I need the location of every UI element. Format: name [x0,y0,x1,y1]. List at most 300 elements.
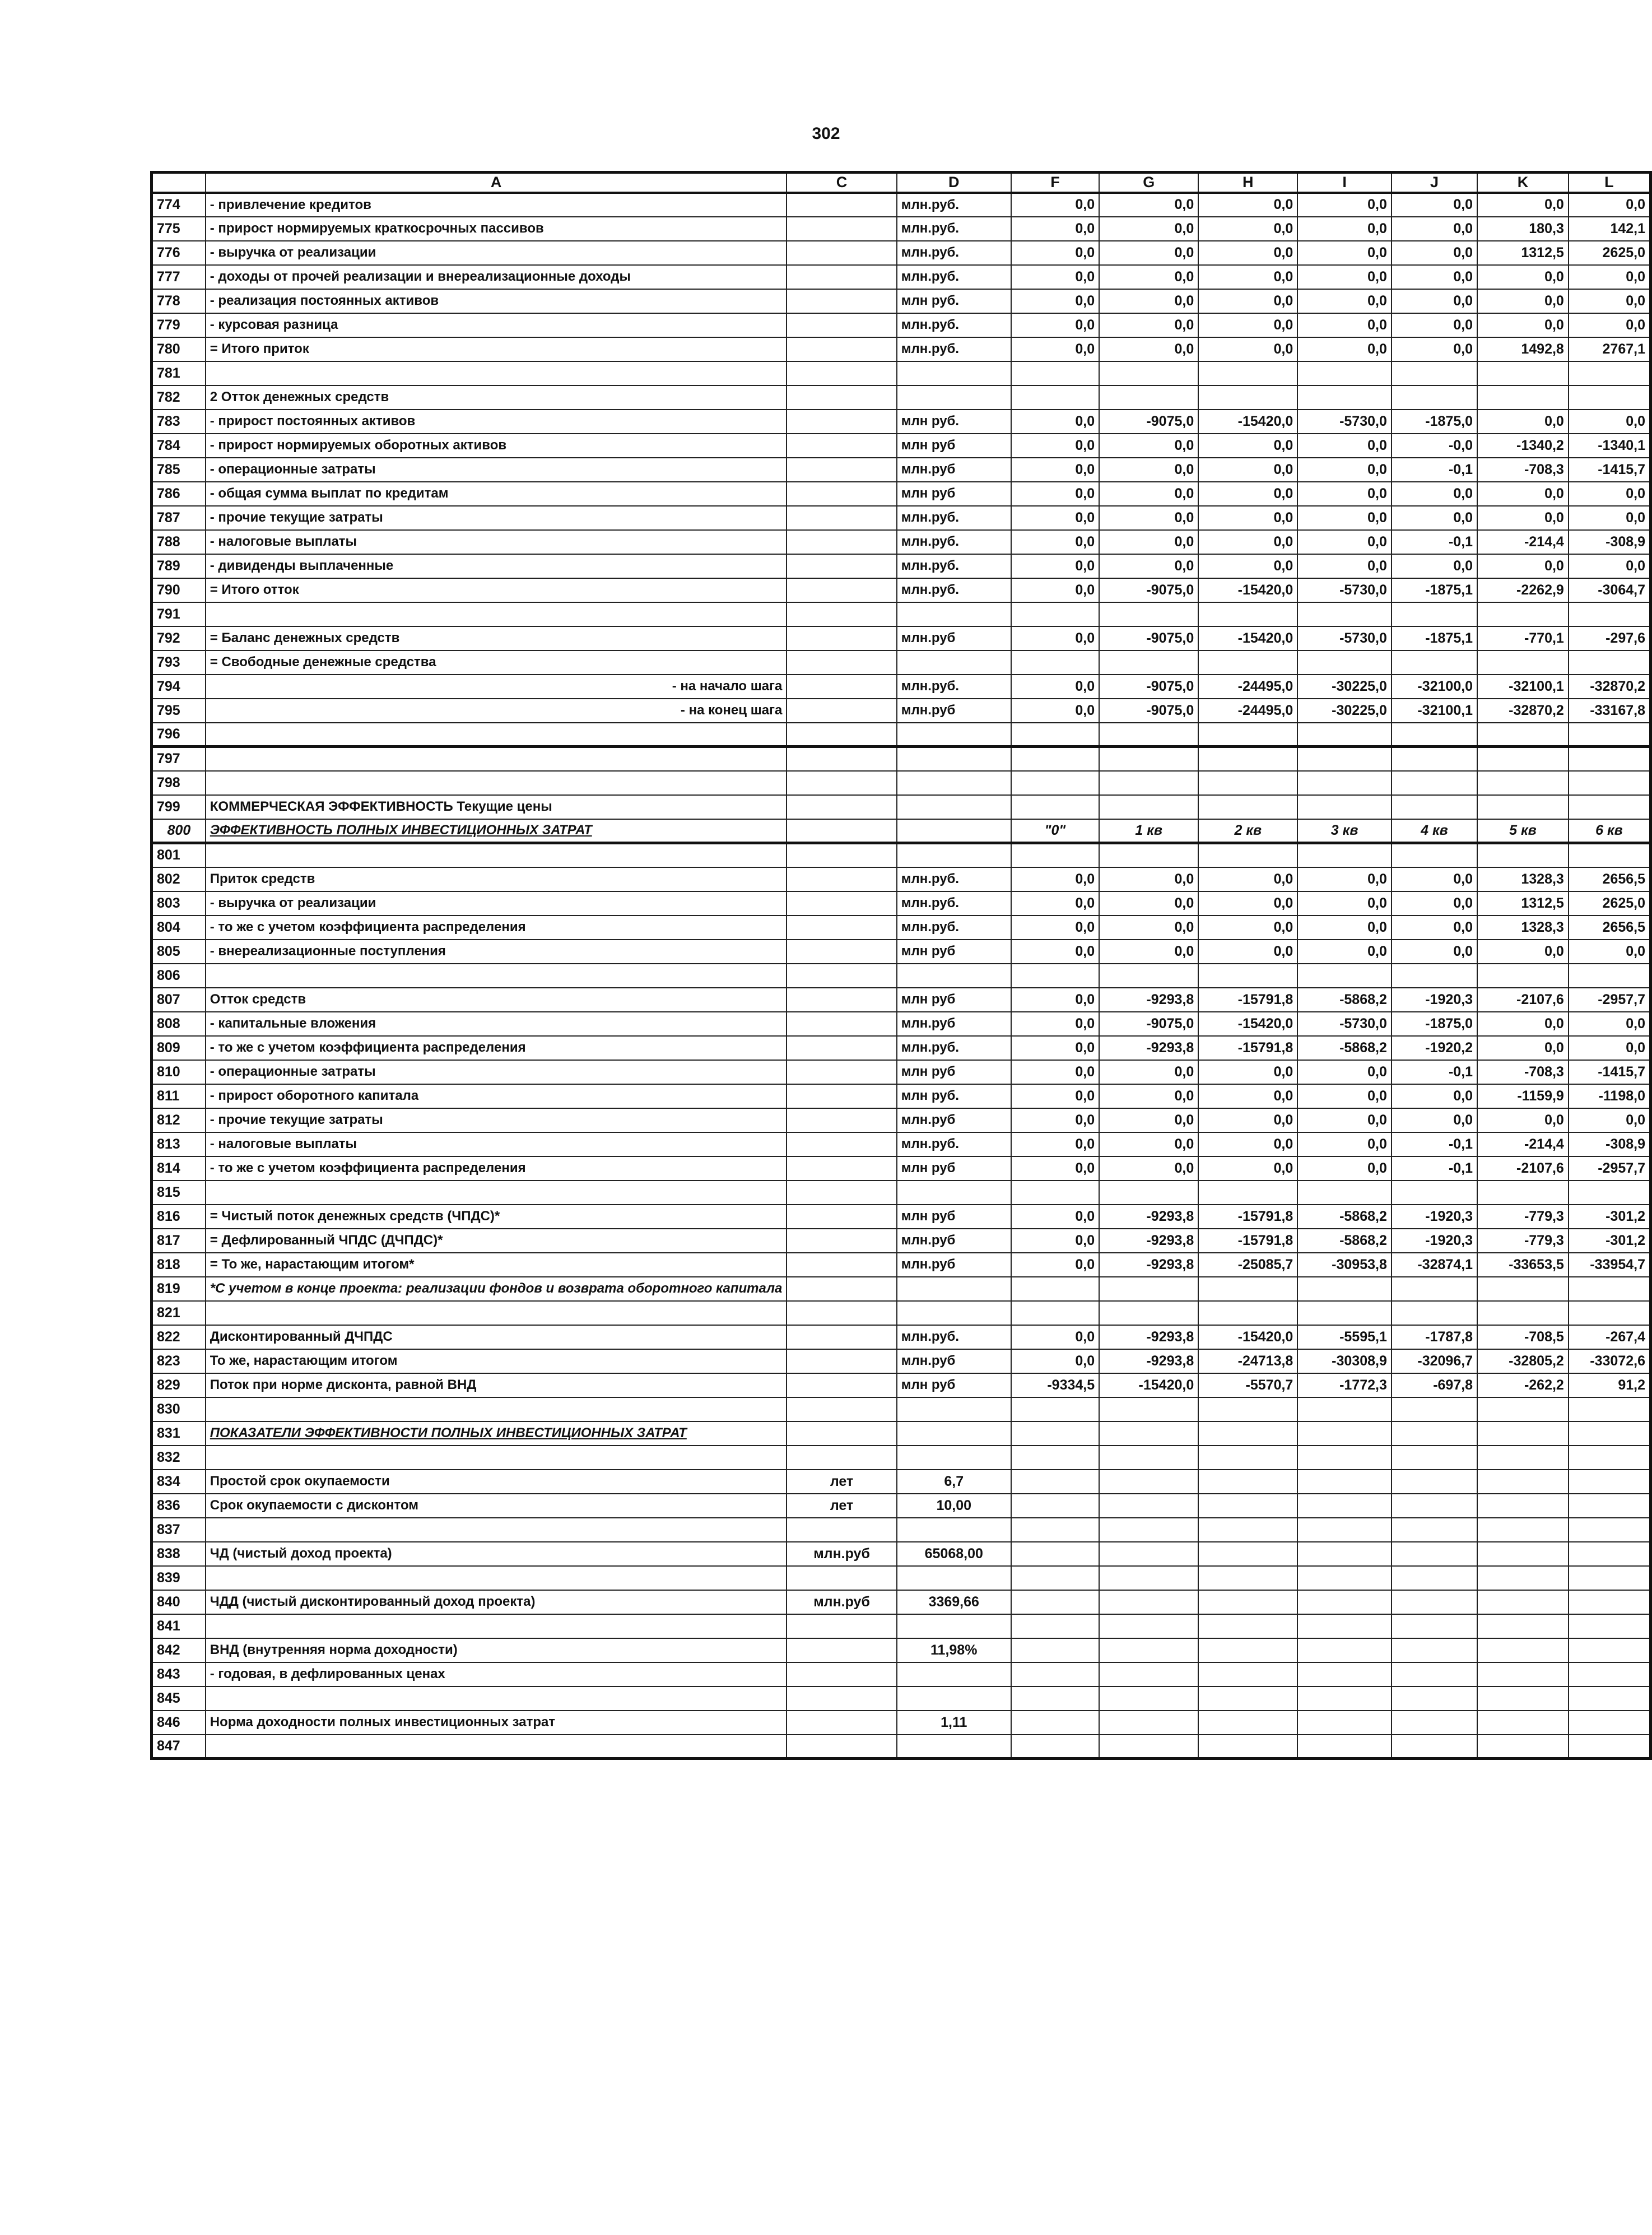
unit-cell-c[interactable] [787,675,896,699]
label-cell[interactable]: - то же с учетом коэффициента распределения [206,1156,787,1181]
value-cell[interactable]: 0,0 [1198,289,1297,313]
label-cell[interactable]: - курсовая разница [206,313,787,337]
value-cell[interactable] [1099,1542,1198,1566]
value-cell[interactable]: -1772,3 [1297,1373,1392,1397]
value-cell[interactable]: -1340,1 [1569,434,1651,458]
unit-cell-d[interactable]: млн.руб. [897,313,1011,337]
value-cell[interactable]: 0,0 [1099,867,1198,891]
unit-cell-c[interactable] [787,1325,896,1349]
value-cell[interactable] [1477,1614,1569,1638]
value-cell[interactable] [1392,1470,1477,1494]
value-cell[interactable] [1477,723,1569,747]
row-number-cell[interactable]: 797 [152,747,206,771]
value-cell[interactable] [1569,1470,1651,1494]
value-cell[interactable]: 0,0 [1198,1156,1297,1181]
value-cell[interactable] [1477,1446,1569,1470]
row-number-cell[interactable]: 805 [152,940,206,964]
value-cell[interactable] [1297,1397,1392,1421]
value-cell[interactable]: -0,1 [1392,458,1477,482]
value-cell[interactable]: 1328,3 [1477,916,1569,940]
value-cell[interactable]: -32870,2 [1477,699,1569,723]
unit-cell-c[interactable] [787,313,896,337]
value-cell[interactable] [1198,843,1297,867]
row-number-cell[interactable]: 847 [152,1735,206,1759]
value-cell[interactable] [1569,1277,1651,1301]
label-cell[interactable]: - прочие текущие затраты [206,1108,787,1132]
value-cell[interactable]: -9075,0 [1099,578,1198,602]
value-cell[interactable] [1099,1397,1198,1421]
unit-cell-c[interactable] [787,940,896,964]
value-cell[interactable]: 0,0 [1297,289,1392,313]
value-cell[interactable]: 0,0 [1198,1084,1297,1108]
value-cell[interactable] [1198,1446,1297,1470]
value-cell[interactable]: 0,0 [1099,313,1198,337]
value-cell[interactable]: -0,1 [1392,1132,1477,1156]
value-cell[interactable] [1569,1711,1651,1735]
label-cell[interactable] [206,1735,787,1759]
value-cell[interactable]: 0,0 [1198,217,1297,241]
value-cell[interactable] [1198,1711,1297,1735]
value-cell[interactable]: 0,0 [1297,458,1392,482]
value-cell[interactable]: -9293,8 [1099,988,1198,1012]
value-cell[interactable] [1099,771,1198,795]
value-cell[interactable]: 0,0 [1099,1108,1198,1132]
value-cell[interactable]: 0,0 [1198,891,1297,916]
value-cell[interactable] [1297,1614,1392,1638]
value-cell[interactable]: 0,0 [1099,530,1198,554]
unit-cell-c[interactable] [787,217,896,241]
value-cell[interactable]: 3 кв [1297,819,1392,843]
value-cell[interactable]: 1328,3 [1477,867,1569,891]
value-cell[interactable]: -9334,5 [1011,1373,1099,1397]
value-cell[interactable]: -708,5 [1477,1325,1569,1349]
unit-cell-c[interactable] [787,795,896,819]
unit-cell-c[interactable] [787,506,896,530]
unit-cell-d[interactable]: млн.руб [897,1108,1011,1132]
unit-cell-d[interactable]: 11,98% [897,1638,1011,1662]
row-number-cell[interactable]: 829 [152,1373,206,1397]
value-cell[interactable]: -262,2 [1477,1373,1569,1397]
unit-cell-c[interactable]: лет [787,1470,896,1494]
label-cell[interactable]: 2 Отток денежных средств [206,385,787,410]
label-cell[interactable]: - дивиденды выплаченные [206,554,787,578]
row-number-cell[interactable]: 787 [152,506,206,530]
unit-cell-d[interactable]: млн.руб. [897,1132,1011,1156]
row-number-cell[interactable]: 788 [152,530,206,554]
value-cell[interactable] [1569,771,1651,795]
value-cell[interactable] [1297,843,1392,867]
row-number-cell[interactable]: 831 [152,1421,206,1446]
value-cell[interactable] [1011,361,1099,385]
value-cell[interactable] [1392,1662,1477,1686]
label-cell[interactable] [206,771,787,795]
label-cell[interactable]: Отток средств [206,988,787,1012]
value-cell[interactable]: -770,1 [1477,626,1569,650]
value-cell[interactable]: -9293,8 [1099,1325,1198,1349]
value-cell[interactable]: -1920,3 [1392,1205,1477,1229]
unit-cell-d[interactable]: млн.руб. [897,1325,1011,1349]
value-cell[interactable] [1198,795,1297,819]
unit-cell-c[interactable] [787,747,896,771]
value-cell[interactable]: -2107,6 [1477,988,1569,1012]
value-cell[interactable] [1477,1662,1569,1686]
row-number-cell[interactable]: 846 [152,1711,206,1735]
value-cell[interactable]: 0,0 [1198,554,1297,578]
label-cell[interactable]: - выручка от реализации [206,241,787,265]
value-cell[interactable] [1099,1277,1198,1301]
value-cell[interactable]: 0,0 [1477,506,1569,530]
value-cell[interactable]: 0,0 [1569,1012,1651,1036]
value-cell[interactable] [1198,1518,1297,1542]
unit-cell-d[interactable]: млн.руб [897,699,1011,723]
value-cell[interactable] [1198,747,1297,771]
unit-cell-d[interactable]: млн.руб. [897,891,1011,916]
value-cell[interactable]: -1875,0 [1392,1012,1477,1036]
value-cell[interactable]: 0,0 [1099,289,1198,313]
unit-cell-d[interactable] [897,1735,1011,1759]
value-cell[interactable] [1011,1638,1099,1662]
value-cell[interactable] [1011,771,1099,795]
value-cell[interactable]: 0,0 [1297,1132,1392,1156]
value-cell[interactable] [1011,723,1099,747]
row-number-cell[interactable]: 792 [152,626,206,650]
unit-cell-d[interactable] [897,1518,1011,1542]
value-cell[interactable] [1011,964,1099,988]
value-cell[interactable] [1392,1494,1477,1518]
unit-cell-d[interactable] [897,1614,1011,1638]
unit-cell-d[interactable] [897,1181,1011,1205]
value-cell[interactable] [1297,1590,1392,1614]
value-cell[interactable] [1297,1662,1392,1686]
value-cell[interactable] [1011,1662,1099,1686]
row-number-cell[interactable]: 780 [152,337,206,361]
row-number-cell[interactable]: 842 [152,1638,206,1662]
value-cell[interactable]: 0,0 [1099,337,1198,361]
value-cell[interactable]: 1492,8 [1477,337,1569,361]
value-cell[interactable] [1099,1494,1198,1518]
row-number-cell[interactable]: 774 [152,193,206,217]
label-cell[interactable]: - налоговые выплаты [206,530,787,554]
value-cell[interactable] [1477,1301,1569,1325]
value-cell[interactable]: -0,1 [1392,530,1477,554]
row-number-cell[interactable]: 816 [152,1205,206,1229]
unit-cell-d[interactable]: млн руб [897,482,1011,506]
value-cell[interactable]: 0,0 [1297,530,1392,554]
value-cell[interactable] [1011,650,1099,675]
value-cell[interactable]: -9075,0 [1099,699,1198,723]
value-cell[interactable] [1569,723,1651,747]
label-cell[interactable] [206,843,787,867]
label-cell[interactable]: - операционные затраты [206,458,787,482]
value-cell[interactable]: 0,0 [1297,1084,1392,1108]
value-cell[interactable] [1392,1686,1477,1711]
label-cell[interactable]: = Итого приток [206,337,787,361]
value-cell[interactable]: 0,0 [1297,891,1392,916]
unit-cell-c[interactable] [787,602,896,626]
value-cell[interactable]: -5730,0 [1297,1012,1392,1036]
unit-cell-c[interactable] [787,916,896,940]
label-cell[interactable] [206,361,787,385]
value-cell[interactable] [1198,1470,1297,1494]
value-cell[interactable]: 0,0 [1099,193,1198,217]
column-header[interactable]: I [1297,173,1392,193]
value-cell[interactable] [1011,1711,1099,1735]
value-cell[interactable]: 2767,1 [1569,337,1651,361]
value-cell[interactable]: 0,0 [1099,506,1198,530]
unit-cell-d[interactable] [897,1421,1011,1446]
value-cell[interactable]: 0,0 [1011,1253,1099,1277]
value-cell[interactable]: 0,0 [1392,482,1477,506]
value-cell[interactable] [1392,795,1477,819]
value-cell[interactable]: 0,0 [1198,241,1297,265]
value-cell[interactable] [1011,1518,1099,1542]
unit-cell-c[interactable] [787,771,896,795]
unit-cell-d[interactable] [897,1446,1011,1470]
value-cell[interactable] [1392,1614,1477,1638]
unit-cell-c[interactable] [787,1229,896,1253]
row-number-cell[interactable]: 814 [152,1156,206,1181]
unit-cell-c[interactable] [787,1108,896,1132]
unit-cell-d[interactable]: млн.руб. [897,530,1011,554]
value-cell[interactable]: 1 кв [1099,819,1198,843]
label-cell[interactable]: - выручка от реализации [206,891,787,916]
unit-cell-c[interactable] [787,1253,896,1277]
value-cell[interactable]: -267,4 [1569,1325,1651,1349]
value-cell[interactable] [1198,1421,1297,1446]
value-cell[interactable]: 2 кв [1198,819,1297,843]
label-cell[interactable]: Норма доходности полных инвестиционных затрат [206,1711,787,1735]
label-cell[interactable]: ЧДД (чистый дисконтированный доход проекта) [206,1590,787,1614]
value-cell[interactable]: 0,0 [1477,1036,1569,1060]
value-cell[interactable] [1297,771,1392,795]
value-cell[interactable] [1099,1614,1198,1638]
unit-cell-d[interactable]: млн.руб. [897,193,1011,217]
row-number-cell[interactable]: 834 [152,1470,206,1494]
value-cell[interactable] [1297,795,1392,819]
value-cell[interactable] [1477,1638,1569,1662]
unit-cell-c[interactable] [787,1446,896,1470]
value-cell[interactable] [1198,723,1297,747]
value-cell[interactable]: 0,0 [1011,1349,1099,1373]
column-header[interactable]: A [206,173,787,193]
value-cell[interactable]: -15420,0 [1198,1325,1297,1349]
value-cell[interactable]: 0,0 [1297,313,1392,337]
value-cell[interactable]: 0,0 [1569,940,1651,964]
row-number-cell[interactable]: 838 [152,1542,206,1566]
unit-cell-d[interactable] [897,771,1011,795]
unit-cell-c[interactable] [787,1181,896,1205]
unit-cell-d[interactable]: млн руб. [897,410,1011,434]
row-number-cell[interactable]: 812 [152,1108,206,1132]
row-number-cell[interactable]: 786 [152,482,206,506]
value-cell[interactable]: -301,2 [1569,1205,1651,1229]
value-cell[interactable]: 0,0 [1297,337,1392,361]
value-cell[interactable] [1011,1686,1099,1711]
value-cell[interactable]: -15791,8 [1198,1229,1297,1253]
label-cell[interactable]: - налоговые выплаты [206,1132,787,1156]
value-cell[interactable] [1477,385,1569,410]
row-number-cell[interactable]: 781 [152,361,206,385]
label-cell[interactable]: = Итого отток [206,578,787,602]
value-cell[interactable]: 0,0 [1011,434,1099,458]
value-cell[interactable]: 0,0 [1297,241,1392,265]
value-cell[interactable]: 0,0 [1011,891,1099,916]
value-cell[interactable] [1011,1397,1099,1421]
value-cell[interactable] [1099,1735,1198,1759]
label-cell[interactable]: - операционные затраты [206,1060,787,1084]
label-cell[interactable] [206,1518,787,1542]
value-cell[interactable]: 0,0 [1198,1060,1297,1084]
label-cell[interactable]: ЧД (чистый доход проекта) [206,1542,787,1566]
value-cell[interactable]: -33954,7 [1569,1253,1651,1277]
value-cell[interactable] [1297,1686,1392,1711]
unit-cell-c[interactable] [787,1301,896,1325]
value-cell[interactable] [1011,1181,1099,1205]
value-cell[interactable] [1099,385,1198,410]
unit-cell-c[interactable] [787,1036,896,1060]
label-cell[interactable] [206,723,787,747]
value-cell[interactable] [1099,1662,1198,1686]
value-cell[interactable]: -5868,2 [1297,1205,1392,1229]
unit-cell-d[interactable]: млн.руб [897,1012,1011,1036]
value-cell[interactable]: 0,0 [1198,940,1297,964]
value-cell[interactable] [1011,747,1099,771]
value-cell[interactable]: 0,0 [1392,193,1477,217]
value-cell[interactable] [1099,1181,1198,1205]
unit-cell-c[interactable] [787,626,896,650]
value-cell[interactable]: 1312,5 [1477,891,1569,916]
value-cell[interactable]: 0,0 [1297,1108,1392,1132]
value-cell[interactable] [1392,723,1477,747]
value-cell[interactable] [1011,1421,1099,1446]
value-cell[interactable]: 2625,0 [1569,891,1651,916]
value-cell[interactable]: -0,1 [1392,1060,1477,1084]
unit-cell-d[interactable]: млн.руб. [897,1036,1011,1060]
value-cell[interactable] [1297,1566,1392,1590]
value-cell[interactable] [1392,747,1477,771]
row-number-cell[interactable]: 801 [152,843,206,867]
row-number-cell[interactable]: 800 [152,819,206,843]
row-number-cell[interactable]: 795 [152,699,206,723]
unit-cell-c[interactable] [787,1518,896,1542]
value-cell[interactable] [1569,1590,1651,1614]
value-cell[interactable]: -24713,8 [1198,1349,1297,1373]
value-cell[interactable] [1477,1542,1569,1566]
label-cell[interactable]: - прирост нормируемых краткосрочных пассивов [206,217,787,241]
value-cell[interactable]: 0,0 [1477,1012,1569,1036]
value-cell[interactable] [1297,1470,1392,1494]
value-cell[interactable]: -2957,7 [1569,1156,1651,1181]
value-cell[interactable]: 0,0 [1011,1036,1099,1060]
label-cell[interactable] [206,1614,787,1638]
value-cell[interactable] [1477,747,1569,771]
value-cell[interactable] [1477,843,1569,867]
value-cell[interactable]: 2656,5 [1569,916,1651,940]
label-cell[interactable]: *С учетом в конце проекта: реализации фондов и возврата оборотного капитала [206,1277,787,1301]
value-cell[interactable] [1477,1277,1569,1301]
unit-cell-d[interactable]: млн.руб. [897,265,1011,289]
row-number-cell[interactable]: 832 [152,1446,206,1470]
value-cell[interactable] [1198,1590,1297,1614]
value-cell[interactable] [1297,361,1392,385]
value-cell[interactable]: 0,0 [1198,1132,1297,1156]
value-cell[interactable] [1198,1397,1297,1421]
value-cell[interactable]: -297,6 [1569,626,1651,650]
value-cell[interactable]: 1312,5 [1477,241,1569,265]
value-cell[interactable] [1569,1614,1651,1638]
unit-cell-c[interactable] [787,265,896,289]
value-cell[interactable] [1297,1518,1392,1542]
value-cell[interactable] [1297,1277,1392,1301]
unit-cell-c[interactable] [787,434,896,458]
column-header[interactable]: L [1569,173,1651,193]
value-cell[interactable]: 0,0 [1099,217,1198,241]
value-cell[interactable]: 0,0 [1099,891,1198,916]
value-cell[interactable]: -15420,0 [1099,1373,1198,1397]
value-cell[interactable]: 0,0 [1392,265,1477,289]
unit-cell-c[interactable] [787,482,896,506]
value-cell[interactable]: 142,1 [1569,217,1651,241]
unit-cell-c[interactable] [787,1735,896,1759]
value-cell[interactable] [1392,1301,1477,1325]
column-header[interactable]: D [897,173,1011,193]
label-cell[interactable] [206,1301,787,1325]
value-cell[interactable]: 0,0 [1477,313,1569,337]
label-cell[interactable] [206,1686,787,1711]
value-cell[interactable]: -32100,0 [1392,675,1477,699]
label-cell[interactable]: КОММЕРЧЕСКАЯ ЭФФЕКТИВНОСТЬ Текущие цены [206,795,787,819]
value-cell[interactable]: -2107,6 [1477,1156,1569,1181]
row-number-cell[interactable]: 789 [152,554,206,578]
column-header[interactable]: H [1198,173,1297,193]
row-number-cell[interactable]: 803 [152,891,206,916]
unit-cell-d[interactable] [897,1397,1011,1421]
unit-cell-c[interactable] [787,578,896,602]
row-number-cell[interactable]: 799 [152,795,206,819]
unit-cell-d[interactable] [897,650,1011,675]
row-number-cell[interactable]: 802 [152,867,206,891]
value-cell[interactable] [1099,1470,1198,1494]
value-cell[interactable]: -33072,6 [1569,1349,1651,1373]
value-cell[interactable] [1297,1542,1392,1566]
label-cell[interactable]: ПОКАЗАТЕЛИ ЭФФЕКТИВНОСТИ ПОЛНЫХ ИНВЕСТИЦИОННЫХ ЗАТРАТ [206,1421,787,1446]
unit-cell-d[interactable]: млн.руб [897,1229,1011,1253]
unit-cell-c[interactable] [787,891,896,916]
value-cell[interactable]: -32100,1 [1477,675,1569,699]
unit-cell-d[interactable]: млн руб [897,940,1011,964]
value-cell[interactable]: 0,0 [1099,1132,1198,1156]
value-cell[interactable]: -32100,1 [1392,699,1477,723]
label-cell[interactable]: ВНД (внутренняя норма доходности) [206,1638,787,1662]
value-cell[interactable] [1569,1301,1651,1325]
unit-cell-d[interactable]: млн.руб [897,458,1011,482]
unit-cell-d[interactable]: млн.руб. [897,578,1011,602]
value-cell[interactable] [1011,1566,1099,1590]
value-cell[interactable] [1297,602,1392,626]
row-number-cell[interactable]: 793 [152,650,206,675]
label-cell[interactable] [206,1446,787,1470]
column-header[interactable] [152,173,206,193]
value-cell[interactable]: "0" [1011,819,1099,843]
value-cell[interactable]: -5730,0 [1297,626,1392,650]
value-cell[interactable]: 0,0 [1392,891,1477,916]
value-cell[interactable]: -30953,8 [1297,1253,1392,1277]
unit-cell-c[interactable] [787,1397,896,1421]
value-cell[interactable]: 0,0 [1011,1229,1099,1253]
value-cell[interactable]: -33653,5 [1477,1253,1569,1277]
value-cell[interactable] [1297,385,1392,410]
value-cell[interactable]: -9293,8 [1099,1205,1198,1229]
